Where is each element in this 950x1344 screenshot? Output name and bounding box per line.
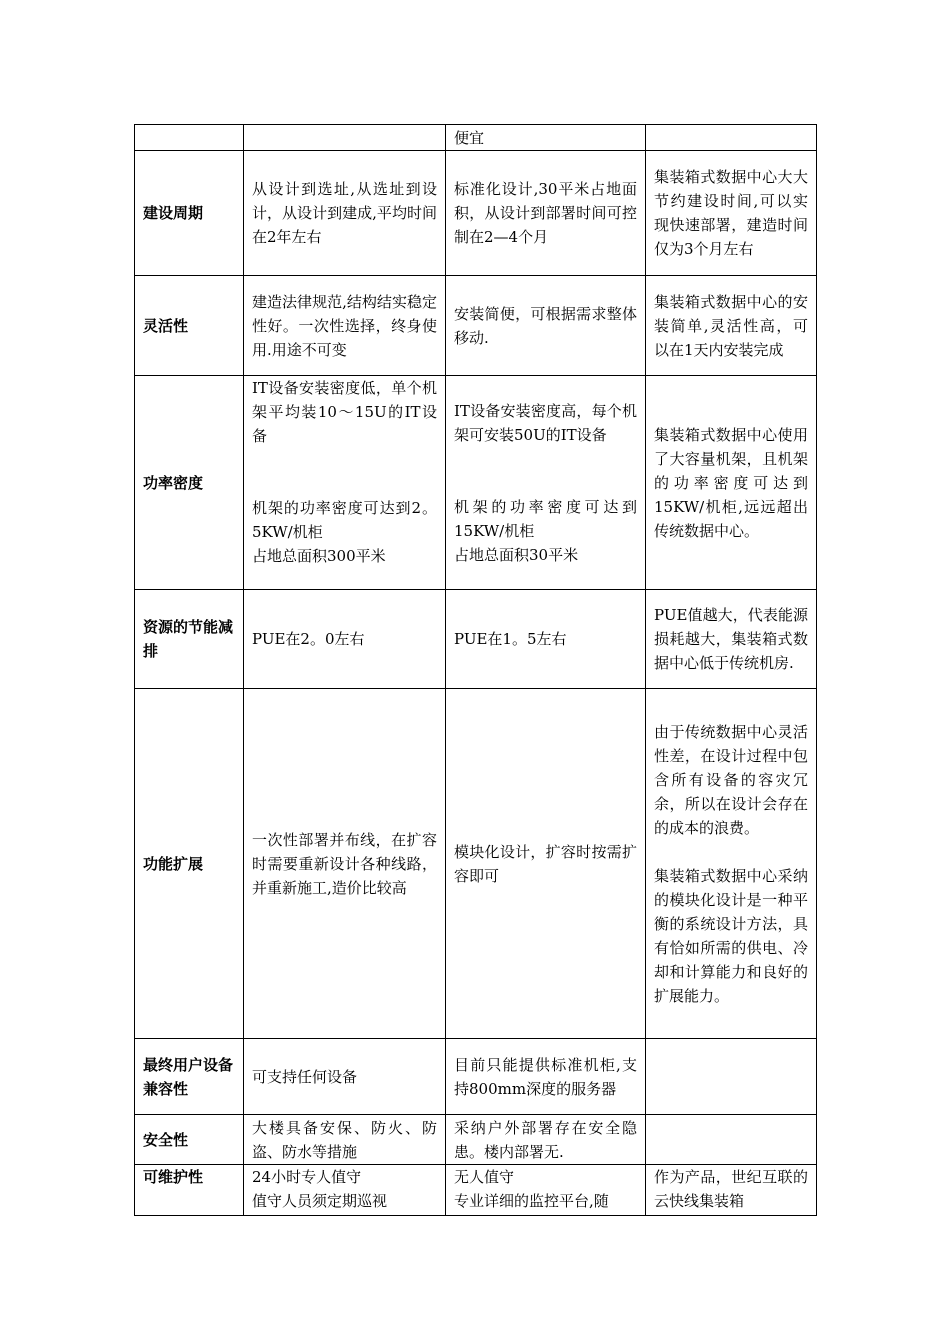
row-label: 最终用户设备兼容性 <box>135 1039 244 1115</box>
notes-cell <box>646 1039 817 1115</box>
table-row <box>135 1115 817 1165</box>
row-label: 建设周期 <box>135 151 244 276</box>
table-row <box>135 1039 817 1115</box>
container-cell: 安装简便，可根据需求整体移动. <box>446 276 646 376</box>
notes-cell: PUE值越大，代表能源损耗越大，集装箱式数据中心低于传统机房. <box>646 590 817 689</box>
traditional-cell: 24小时专人值守 值守人员须定期巡视 <box>244 1165 446 1216</box>
table-row <box>135 276 817 376</box>
container-cell: 无人值守 专业详细的监控平台,随 <box>446 1165 646 1216</box>
row-label: 安全性 <box>135 1115 244 1165</box>
traditional-cell: 可支持任何设备 <box>244 1039 446 1115</box>
row-label: 灵活性 <box>135 276 244 376</box>
container-cell: IT设备安装密度高，每个机架可安装50U的IT设备 机架的功率密度可达到15KW/机柜 占地总面积30平米 <box>446 376 646 590</box>
notes-cell: 由于传统数据中心灵活性差，在设计过程中包含所有设备的容灾冗余，所以在设计会存在的成本的浪费。 集装箱式数据中心采纳的模块化设计是一种平衡的系统设计方法，具有恰如所需的供电、冷却和计算能力和良好的扩展能力。 <box>646 689 817 1039</box>
container-cell: 目前只能提供标准机柜,支持800mm深度的服务器 <box>446 1039 646 1115</box>
traditional-cell: 一次性部署并布线，在扩容时需要重新设计各种线路，并重新施工,造价比较高 <box>244 689 446 1039</box>
container-cell: 便宜 <box>446 125 646 151</box>
traditional-cell <box>244 125 446 151</box>
traditional-cell: 建造法律规范,结构结实稳定性好。一次性选择，终身使用.用途不可变 <box>244 276 446 376</box>
table-row <box>135 590 817 689</box>
traditional-cell: 从设计到选址,从选址到设计，从设计到建成,平均时间在2年左右 <box>244 151 446 276</box>
notes-cell: 集装箱式数据中心大大节约建设时间,可以实现快速部署，建造时间仅为3个月左右 <box>646 151 817 276</box>
container-cell: 模块化设计，扩容时按需扩容即可 <box>446 689 646 1039</box>
row-label: 资源的节能减排 <box>135 590 244 689</box>
notes-cell <box>646 125 817 151</box>
table-row <box>135 151 817 276</box>
container-cell: PUE在1。5左右 <box>446 590 646 689</box>
table-row <box>135 1165 817 1216</box>
row-label: 功率密度 <box>135 376 244 590</box>
container-cell: 标准化设计,30平米占地面积，从设计到部署时间可控制在2—4个月 <box>446 151 646 276</box>
notes-cell: 作为产品，世纪互联的云快线集装箱 <box>646 1165 817 1216</box>
traditional-cell: PUE在2。0左右 <box>244 590 446 689</box>
row-label: 可维护性 <box>135 1165 244 1216</box>
table-row <box>135 125 817 151</box>
comparison-table <box>134 124 817 1216</box>
traditional-cell: 大楼具备安保、防火、防盗、防水等措施 <box>244 1115 446 1165</box>
table-row <box>135 689 817 1039</box>
table-row <box>135 376 817 590</box>
notes-cell: 集装箱式数据中心使用了大容量机架，且机架的功率密度可达到15KW/机柜,远远超出传统数据中心。 <box>646 376 817 590</box>
row-label <box>135 125 244 151</box>
notes-cell <box>646 1115 817 1165</box>
row-label: 功能扩展 <box>135 689 244 1039</box>
notes-cell: 集装箱式数据中心的安装简单,灵活性高，可以在1天内安装完成 <box>646 276 817 376</box>
container-cell: 采纳户外部署存在安全隐患。楼内部署无. <box>446 1115 646 1165</box>
traditional-cell: IT设备安装密度低，单个机架平均装10～15U的IT设备 机架的功率密度可达到2。5KW/机柜 占地总面积300平米 <box>244 376 446 590</box>
